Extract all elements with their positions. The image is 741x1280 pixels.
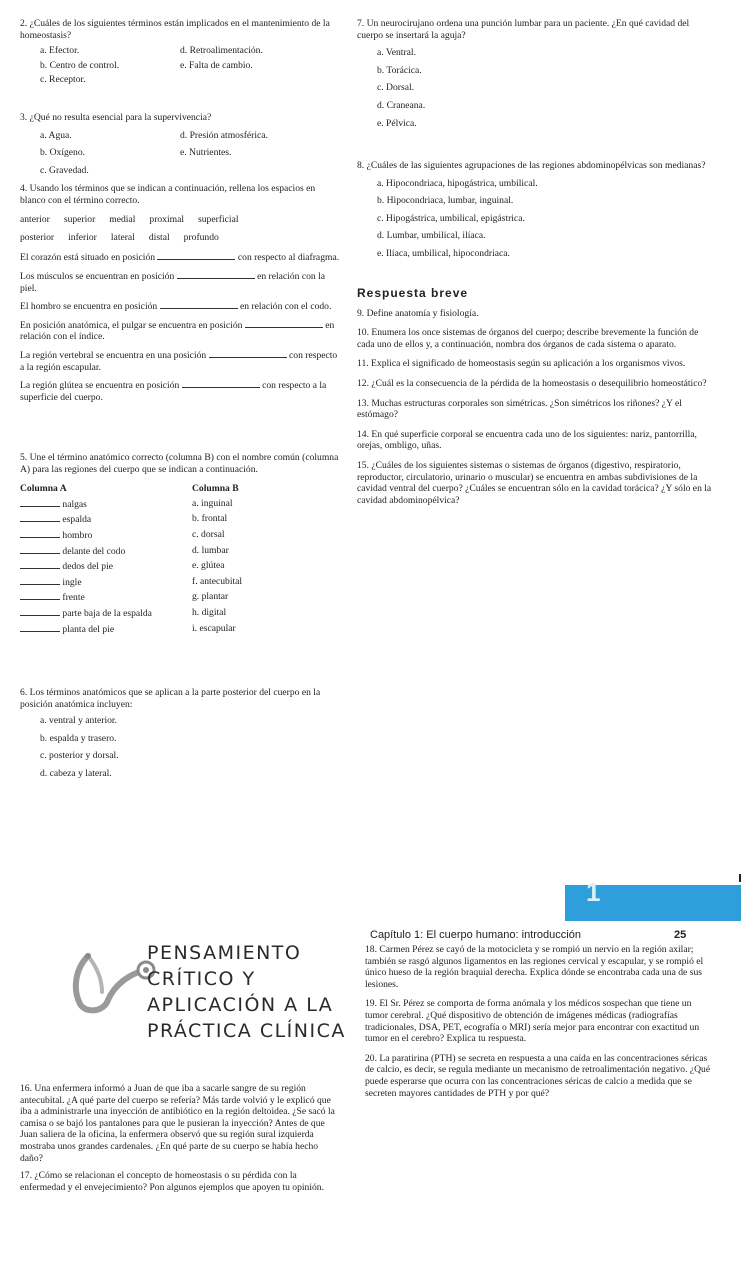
question-stem: 4. Usando los términos que se indican a continuación, rellena los espacios en blanco con el término correcto. bbox=[20, 183, 316, 206]
question-20: 20. La paratirina (PTH) se secreta en respuesta a una caída en las concentraciones séricas de calcio, es decir, se regula mediante un mecanismo de retroalimentación negativo. ¿Qué puede esperarse que ocurra con las concentraciones séricas de calcio a medida que se secreten mayores cantidades de PTH y por qué? bbox=[365, 1052, 711, 1099]
match-term: delante del codo bbox=[62, 545, 126, 557]
option: d. Presión atmosférica. bbox=[180, 129, 268, 141]
option: b. Torácica. bbox=[377, 64, 422, 76]
option: a. Agua. bbox=[40, 129, 72, 141]
blank-field[interactable] bbox=[157, 251, 235, 260]
blank-field[interactable] bbox=[177, 270, 255, 279]
blank-field[interactable] bbox=[160, 300, 238, 309]
match-option: f. antecubital bbox=[192, 575, 243, 587]
term: lateral bbox=[110, 231, 135, 243]
option: b. espalda y trasero. bbox=[40, 732, 117, 744]
match-term: espalda bbox=[62, 514, 92, 526]
term: inferior bbox=[68, 231, 97, 243]
question-6 bbox=[20, 687, 340, 780]
title-line: PENSAMIENTO bbox=[147, 942, 302, 964]
option: e. Falta de cambio. bbox=[180, 59, 253, 71]
matching-table bbox=[20, 483, 242, 638]
option: a. Ventral. bbox=[377, 47, 416, 59]
fill-text: con respecto a la región escapular. bbox=[20, 349, 338, 373]
question-9: 9. Define anatomía y fisiología. bbox=[357, 307, 479, 319]
match-option: i. escapular bbox=[192, 622, 236, 634]
question-stem: 8. ¿Cuáles de las siguientes agrupaciones de las regiones abdominopélvicas son medianas? bbox=[357, 160, 706, 171]
blank-field[interactable] bbox=[20, 623, 60, 632]
question-19: 19. El Sr. Pérez se comporta de forma anómala y los médicos sospechan que tiene un tumor cerebral. ¿Qué dispositivo de obtención de imágenes médicas (radiografías tradicionales, DSA, PET, ecografía o MRI) sería mejor para encontrar con exactitud un tumor en el cerebro? Explica tu respuesta. bbox=[365, 998, 700, 1045]
fill-text: con respecto a la superficie del cuerpo. bbox=[20, 380, 327, 403]
blank-field[interactable] bbox=[20, 513, 60, 522]
match-option: g. plantar bbox=[192, 591, 229, 603]
option: c. Receptor. bbox=[40, 74, 86, 86]
fill-item bbox=[20, 251, 340, 264]
question-15: 15. ¿Cuáles de los siguientes sistemas o sistemas de órganos (digestivo, respiratorio, reproductor, circulatorio, urinario o muscular) se encuentra en ambas subdivisiones de la cavidad ventral del cuerpo? ¿Cuáles se encuentran sólo en la cavidad torácica? ¿Y sólo en la cavidad abdominopélvica? bbox=[357, 459, 712, 506]
question-stem: 6. Los términos anatómicos que se aplican a la parte posterior del cuerpo en la posición anatómica incluyen: bbox=[20, 687, 321, 710]
blank-field[interactable] bbox=[182, 379, 260, 388]
question-12: 12. ¿Cuál es la consecuencia de la pérdida de la homeostasis o desequilibrio homeostático? bbox=[357, 377, 707, 389]
blank-field[interactable] bbox=[20, 498, 60, 507]
option: a. Efector. bbox=[40, 45, 80, 57]
question-5 bbox=[20, 452, 340, 638]
term: superior bbox=[63, 214, 96, 226]
match-row bbox=[20, 560, 242, 576]
option: d. Lumbar, umbilical, ilíaca. bbox=[377, 230, 486, 242]
term: posterior bbox=[20, 231, 55, 243]
critical-left-column bbox=[20, 1083, 340, 1193]
fill-text: La región vertebral se encuentra en una posición bbox=[20, 349, 207, 361]
match-row bbox=[20, 623, 242, 639]
option: c. posterior y dorsal. bbox=[40, 750, 119, 762]
question-2 bbox=[20, 18, 340, 86]
option: c. Hipogástrica, umbilical, epigástrica. bbox=[377, 212, 525, 224]
blank-field[interactable] bbox=[20, 591, 60, 600]
section-heading: Respuesta breve bbox=[357, 286, 469, 300]
option: b. Hipocondriaca, lumbar, inguinal. bbox=[377, 195, 514, 207]
question-17: 17. ¿Cómo se relacionan el concepto de homeostasis o su pérdida con la enfermedad y el envejecimiento? Pon algunos ejemplos que apoyen tu opinión. bbox=[20, 1170, 324, 1193]
blank-field[interactable] bbox=[20, 607, 60, 616]
chapter-title: Capítulo 1: El cuerpo humano: introducción bbox=[370, 929, 581, 941]
fill-text: El corazón está situado en posición bbox=[20, 252, 156, 264]
option: e. Ilíaca, umbilical, hipocondriaca. bbox=[377, 247, 510, 259]
blank-field[interactable] bbox=[20, 529, 60, 538]
match-term: frente bbox=[62, 592, 85, 604]
term: anterior bbox=[20, 214, 50, 226]
question-stem: 3. ¿Qué no resulta esencial para la supervivencia? bbox=[20, 112, 212, 123]
match-term: nalgas bbox=[62, 498, 87, 510]
question-16: 16. Una enfermera informó a Juan de que iba a sacarle sangre de su región antecubital. ¿A qué parte del cuerpo se refería? Más tarde volvió y le explicó que iba a administrarle una inyección de antibiótico en la región deltoidea. ¿Se sacó la camisa o se bajó los pantalones para que le pusieran la inyección? Antes de que Juan saliera de la oficina, la enfermera observó que su región sural izquierda mostraba unos grandes cardenales. ¿En qué parte de su cuerpo se había hecho daño? bbox=[20, 1083, 335, 1164]
match-option: b. frontal bbox=[192, 513, 228, 525]
blank-field[interactable] bbox=[245, 319, 323, 328]
question-13: 13. Muchas estructuras corporales son simétricas. ¿Son simétricos los riñones? ¿Y el estómago? bbox=[357, 397, 682, 421]
fill-text: en relación con el codo. bbox=[240, 301, 332, 313]
fill-text: En posición anatómica, el pulgar se encuentra en posición bbox=[20, 319, 243, 331]
fill-item bbox=[20, 319, 340, 343]
match-row bbox=[20, 576, 242, 592]
match-option: c. dorsal bbox=[192, 528, 225, 540]
match-row bbox=[20, 498, 242, 514]
fill-text: El hombro se encuentra en posición bbox=[20, 301, 158, 313]
match-row bbox=[20, 513, 242, 529]
option: e. Pélvica. bbox=[377, 117, 417, 129]
option: b. Centro de control. bbox=[40, 59, 120, 71]
term: superficial bbox=[198, 214, 239, 226]
fill-text: en relación con el índice. bbox=[20, 319, 335, 343]
question-7 bbox=[357, 18, 717, 129]
match-term: planta del pie bbox=[62, 623, 115, 635]
blank-field[interactable] bbox=[209, 349, 287, 358]
option: e. Nutrientes. bbox=[180, 147, 232, 159]
title-line: CRÍTICO Y bbox=[147, 968, 256, 990]
blank-field[interactable] bbox=[20, 576, 60, 585]
match-term: ingle bbox=[62, 576, 82, 588]
match-option: h. digital bbox=[192, 606, 227, 618]
question-8 bbox=[357, 160, 717, 260]
match-option: a. inguinal bbox=[192, 497, 233, 509]
fill-item bbox=[20, 379, 340, 403]
fill-item bbox=[20, 270, 340, 294]
match-row bbox=[20, 529, 242, 545]
match-term: dedos del pie bbox=[62, 561, 114, 573]
question-stem: 7. Un neurocirujano ordena una punción lumbar para un paciente. ¿En qué cavidad del cuerpo se insertará la aguja? bbox=[357, 18, 690, 41]
title-line: APLICACIÓN A LA bbox=[147, 994, 334, 1016]
option: a. ventral y anterior. bbox=[40, 715, 117, 727]
short-answer-section bbox=[357, 288, 717, 506]
question-11: 11. Explica el significado de homeostasis según su aplicación a los organismos vivos. bbox=[357, 358, 686, 370]
match-term: hombro bbox=[62, 529, 93, 541]
term: proximal bbox=[149, 214, 185, 226]
term: profundo bbox=[183, 231, 219, 243]
question-stem: 2. ¿Cuáles de los siguientes términos están implicados en el mantenimiento de la homeostasis? bbox=[20, 18, 330, 41]
title-line: PRÁCTICA CLÍNICA bbox=[147, 1020, 346, 1042]
term: medial bbox=[109, 214, 136, 226]
match-row bbox=[20, 607, 242, 623]
fill-item bbox=[20, 349, 340, 373]
option: d. Retroalimentación. bbox=[180, 45, 263, 57]
match-term: parte baja de la espalda bbox=[62, 607, 152, 619]
critical-right-column bbox=[365, 944, 715, 1099]
chapter-number: 1 bbox=[586, 877, 601, 907]
stethoscope-icon bbox=[58, 948, 158, 1018]
option: a. Hipocondriaca, hipogástrica, umbilical. bbox=[377, 177, 538, 189]
option: c. Dorsal. bbox=[377, 82, 415, 94]
match-row bbox=[20, 591, 242, 607]
blank-field[interactable] bbox=[20, 560, 60, 569]
fill-item bbox=[20, 300, 340, 313]
match-option: e. glútea bbox=[192, 560, 225, 572]
page-number: 25 bbox=[674, 929, 687, 941]
question-stem: 5. Une el término anatómico correcto (columna B) con el nombre común (columna A) para las regiones del cuerpo que se indican a continuación. bbox=[20, 452, 339, 475]
question-14: 14. En qué superficie corporal se encuentra cada uno de los siguientes: nariz, pantorrilla, orejas, ombligo, uñas. bbox=[357, 428, 697, 452]
question-3 bbox=[20, 112, 340, 176]
fill-text: La región glútea se encuentra en posición bbox=[20, 380, 180, 392]
column-a-header: Columna A bbox=[20, 483, 67, 495]
fill-text: en relación con la piel. bbox=[20, 270, 325, 294]
match-option: d. lumbar bbox=[192, 544, 229, 556]
fill-text: Los músculos se encuentran en posición bbox=[20, 270, 175, 282]
running-header bbox=[370, 930, 581, 942]
match-row bbox=[20, 545, 242, 561]
option: d. Craneana. bbox=[377, 99, 426, 111]
question-10: 10. Enumera los once sistemas de órganos del cuerpo; describe brevemente la función de cada uno de ellos y, a continuación, nombra dos órganos de cada sistema o aparato. bbox=[357, 327, 699, 350]
term: distal bbox=[148, 231, 170, 243]
column-b-header: Columna B bbox=[192, 483, 239, 495]
fill-text: con respecto al diafragma. bbox=[237, 252, 340, 264]
option: d. cabeza y lateral. bbox=[40, 767, 112, 779]
critical-title bbox=[147, 940, 347, 1044]
blank-field[interactable] bbox=[20, 545, 60, 554]
question-18: 18. Carmen Pérez se cayó de la motocicleta y se rompió un nervio en la región axilar; también se rasgó algunos ligamentos en las regiones cervical y escapular, y se rompió el único hueso de la región braquial derecha. Explica dónde se encontraba cada una de sus lesiones. bbox=[365, 944, 704, 990]
option: c. Gravedad. bbox=[40, 164, 89, 176]
question-4 bbox=[20, 183, 340, 403]
option: b. Oxígeno. bbox=[40, 147, 86, 159]
